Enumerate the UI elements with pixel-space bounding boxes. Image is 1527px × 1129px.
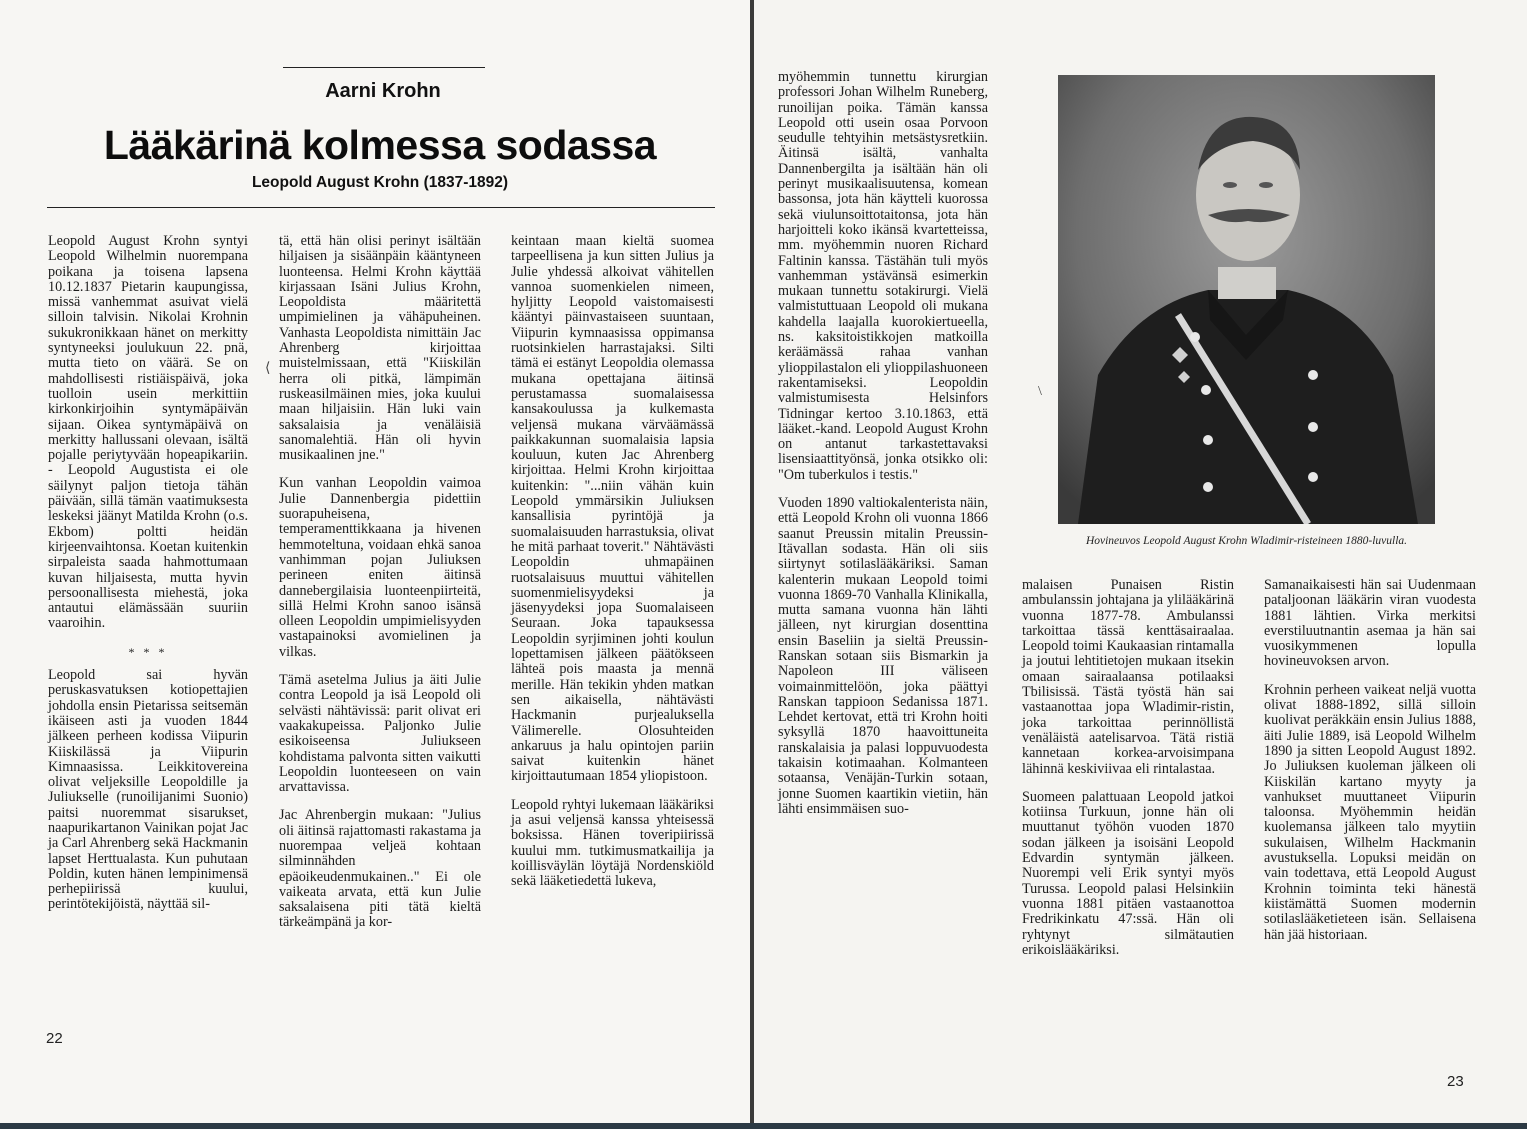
right-column-2 (1022, 578, 1234, 958)
paragraph: myöhemmin tunnettu kirurgian professori Johan Wilhelm Runeberg, runoilijan poika. Tämän kanssa Leopold otti usein osaa Porvoon seudulle tehtyihin metsästysretkiin. Äitinsä isältä, vanhalta Dannenbergilta ja isältään hän oli perinyt musikaalisuutensa, komean bassonsa, jota hän käytteli kuorossa sekä viulunsoittotaitonsa, jota hän harjoitteli koko ikänsä kvartetteissa, mm. myöhemmin nuoren Richard Faltinin kanssa. Tästähän tuli myös vanhemman ystävänsä esimerkin mukaan tunnettu sotakirurgi. Vielä valmistuttuaan Leopold oli mukana kahdella laajalla kuorokiertueella, ns. kaksitoistikkojen matkoilla keräämässä rahaa vanhan ylioppilastalon eli ylioppilashuoneen rakentamiseksi. Leopoldin valmistumisesta Helsinfors Tidningar kertoo 3.10.1863, että lääket.-kand. Leopold August Krohn on antanut tarkastettavaksi lisensiaattityönsä, jonka otsikko oli: "Om tuberkulos i testis." (778, 69, 988, 483)
scan-mark: ⟨ (265, 361, 271, 376)
article-title: Lääkärinä kolmessa sodassa (103, 122, 657, 168)
page-number-left: 22 (46, 1030, 63, 1047)
section-separator: * * * (128, 644, 168, 659)
right-column-3 (1264, 578, 1476, 943)
left-page (0, 0, 750, 1129)
paragraph: Leopold August Krohn syntyi Leopold Wilhelmin nuorempana poikana ja toisena lapsena 10.12.1837 Pietarin kaupungissa, missä vanhemmat asuivat vielä silloin talvisin. Nikolai Krohnin sukukronikkaan hänet on merkitty syntyneeksi joulukuun 22. pnä, mutta tieto on väärä. Se on mahdollisesti ristiäispäivä, joka tuolloin usein merkittiin kirkonkirjoihin syntymäpäivän sijaan. Oikea syntymäpäivä on merkitty hallussani olevaan, isältä pojalle periytyvään hopeapikariin. - Leopold Augustista ei ole säilynyt paljon tietoja tähän päivään, sillä tämän vaatimuksesta leskeksi jäänyt Matilda Krohn (o.s. Ekbom) poltti heidän kirjeenvaihtonsa. Koetan kuitenkin sirpaleista saada hahmottumaan kuvan hiljaisesta, mutta hyvin persoonallisesta miehestä, joka antautui elämässään suuriin vaaroihin. (48, 233, 248, 632)
photo-caption: Hovineuvos Leopold August Krohn Wladimir-risteineen 1880-luvulla. (1085, 535, 1408, 547)
paragraph: Leopold sai hyvän peruskasvatuksen kotiopettajien johdolla ensin Pietarissa seitsemän ikäiseen asti ja vuoden 1844 jälkeen perheen kodissa Viipurin Kiiskilässä ja Viipurin Kimnaasissa. Leikkitovereina olivat veljeksille Leopoldille ja Juliukselle (runoilijanimi Suonio) paitsi nuoremmat sisarukset, naapurikartanon Vainikan pojat Jac ja Carl Ahrenberg sekä Hackmanin lapset Herttualasta. Kun puhutaan Poldin, kuten hänen lempinimensä perhepiirissä kuului, perintötekijöistä, näyttää sil- (48, 667, 248, 913)
left-column-1 (48, 234, 248, 913)
right-page (754, 0, 1527, 1129)
paragraph: Samanaikaisesti hän sai Uudenmaan pataljoonan lääkärin viran vuodesta 1881 lähtien. Virka merkitsi everstiluutnantin asemaa ja hän sai vuosikymmenen lopulla hovineuvoksen arvon. (1264, 577, 1476, 670)
paragraph: tä, että hän olisi perinyt isältään hiljaisen ja sisäänpäin kääntyneen luonteensa. Helmi Krohn käyttää kirjassaan Isäni Julius Krohn, Leopoldista määritettä umpimielinen ja vähäpuheinen. Vanhasta Leopoldista nimittäin Jac Ahrenberg kirjoittaa muistelmissaan, että "Kiiskilän herra oli pitkä, lämpimän ruskeasilmäinen mies, joka kuului maan hiljaisiin. Hän luki vain saksalaisia ja venäläisiä sanomalehtiä. Hän oli hyvin musikaalinen jne." (279, 233, 481, 464)
paragraph: Suomeen palattuaan Leopold jatkoi kotiinsa Turkuun, jonne hän oli muuttanut työhön vuoden 1870 sodan jälkeen ja isoisäni Leopold Edvardin syntymän jälkeen. Nuorempi veli Erik syntyi myös Turussa. Leopold palasi Helsinkiin vuonna 1881 pitäen vastaanottoa Fredrikinkatu 47:ssä. Hän oli ryhtynyt silmätautien erikoislääkäriksi. (1022, 788, 1234, 958)
paragraph: Vuoden 1890 valtiokalenterista näin, että Leopold Krohn oli vuonna 1866 saanut Preussin mitalin Preussin-Itävallan sodasta. Hän oli siis siirtynyt sotilaslääkäriksi. Saman kalenterin mukaan Leopold toimi vuonna 1869-70 Vanhalla Klinikalla, mutta samana vuonna hän lähti jälleen, nyt kirurgian dosenttina ensin Baseliin ja sieltä Preussin-Ranskan sotaan siis Bismarkin ja Napoleon III väliseen voimainmittelöön, joka päättyi Ranskan tappioon Sedanissa 1871. Lehdet kertovat, että tri Krohn hoiti syksyllä 1870 haavoittuneita ranskalaisia ja palasi loppuvuodesta takaisin kotimaahan. Kolmanteen sotaansa, Venäjän-Turkin sotaan, jonne Suomen kaartikin vietiin, hän lähti ensimmäisen suo- (778, 495, 988, 817)
paragraph: keintaan maan kieltä suomea tarpeellisena ja kun sitten Julius ja Julie yhdessä alkoivat vähitellen vannoa suomenkielen nimeen, hyljitty Leopold vaistomaisesti kääntyi päinvastaiseen suuntaan, Viipurin kymnaasissa oppimansa ruotsinkielen harrastajaksi. Silti tämä ei estänyt Leopoldia olemassa mukana opettajana äitinsä perustamassa suomalaisessa kansakoulussa ja kulkemasta veljensä mukana värväämässä paikkakunnan suomalaisia lapsia kouluun, kuten Jac Ahrenberg kirjoittaa. Helmi Krohn kirjoittaa kuitenkin: "...niin vähän kuin Leopold ymmärsikin Juliuksen kansallisia pyrintöjä ja suomalaisuuden harrastuksia, olivat he mitä parhaat toverit." Nähtävästi Leopoldin uhmapäinen ruotsalaisuus muuttui vähitellen suomenmielisyydeksi ja jäsenyydeksi jopa Suomalaiseen Seuraan. Joka tapauksessa Leopoldin syrjiminen johti koulun lopettamisen jälkeen päätökseen lähteä pois maasta ja mennä merille. Hän tekikin yhden matkan sen aikaisella, nähtävästi Hackmanin purjealuksella Välimerelle. Olosuhteiden ankaruus ja halu opintojen pariin saivat kuitenkin hänet kirjoittautumaan 1854 yliopistoon. (511, 233, 714, 785)
article-subtitle: Leopold August Krohn (1837-1892) (251, 174, 509, 191)
portrait-image (1058, 75, 1435, 524)
scan-bottom-edge (0, 1123, 1527, 1129)
author-byline: Aarni Krohn (325, 80, 441, 102)
right-column-1 (778, 70, 988, 817)
top-rule-short (283, 67, 485, 68)
left-column-2 (279, 234, 481, 931)
portrait-photo (1058, 75, 1435, 524)
header-rule (47, 207, 715, 208)
paragraph: Jac Ahrenbergin mukaan: "Julius oli äitinsä rajattomasti rakastama ja nuorempaa veljeä kohtaan silminnähden epäoikeudenmukainen.." Ei ole vaikeata arvata, että kun Julie saksalaisena piti tätä kieltä tärkeämpänä ja kor- (279, 807, 481, 931)
paragraph: malaisen Punaisen Ristin ambulanssin johtajana ja ylilääkärinä vuonna 1877-78. Ambulanssi tarkoittaa tässä kenttäsairaalaa. Leopold toimi Kaukaasian rintamalla ja joutui lehtitietojen mukaan itsekin omaan sairaalaansa potilaaksi Tbilisissä. Tästä työstä hän sai vastaanottaa jopa Wladimir-ristin, joka tarkoittaa perinnöllistä venäläistä aatelisarvoa. Tätä ristiä kannetaan korkea-arvoisimpana lähinnä keskiviivaa eli rintalastaa. (1022, 577, 1234, 777)
paragraph: Tämä asetelma Julius ja äiti Julie contra Leopold ja isä Leopold oli selvästi nähtävissä: parit olivat eri vaakakupeissa. Paljonko Julie esikoiseensa Juliukseen kohdistama palvonta sitten vaikutti Leopoldin luonteeseen on vain arvattavissa. (279, 672, 481, 796)
page-number-right: 23 (1447, 1073, 1464, 1090)
scan-mark: \ (1038, 384, 1042, 399)
paragraph: Kun vanhan Leopoldin vaimoa Julie Dannenbergia pidettiin suorapuheisena, temperamenttikkaana ja hivenen hemmoteltuna, voidaan ehkä sanoa vanhimman pojan Juliuksen perineen eniten äitinsä dannebergilaisia luonteenpiirteitä, sillä Helmi Krohn sanoo isänsä olleen Leopoldin umpimielisyyden vastapainoksi avomielinen ja vilkas. (279, 475, 481, 660)
paragraph: Krohnin perheen vaikeat neljä vuotta olivat 1888-1892, sillä silloin kuolivat peräkkäin ensin Julius 1888, äiti Julie 1889, isä Leopold Wilhelm 1890 ja sitten Leopold August 1892. Jo Juliuksen kuoleman jälkeen oli Kiiskilän kartano myyty ja vanhukset muuttaneet Viipurin taloonsa. Myöhemmin heidän kuolemansa jälkeen talo myytiin sukulaisen, Wilhelm Hackmanin avustuksella. Lopuksi meidän on vain todettava, että Leopold August Krohnin toiminta teki hänestä kiistämättä Suomen modernin sotilaslääketieteen isän. Sellaisena hän jää historiaan. (1264, 681, 1476, 943)
left-column-3 (511, 234, 714, 889)
paragraph: Leopold ryhtyi lukemaan lääkäriksi ja asui veljensä kanssa yhteisessä boksissa. Hänen toveripiirissä kuului mm. tutkimusmatkailija ja koillisväylän löytäjä Nordenskiöld sekä lääketiedettä lukeva, (511, 796, 714, 890)
